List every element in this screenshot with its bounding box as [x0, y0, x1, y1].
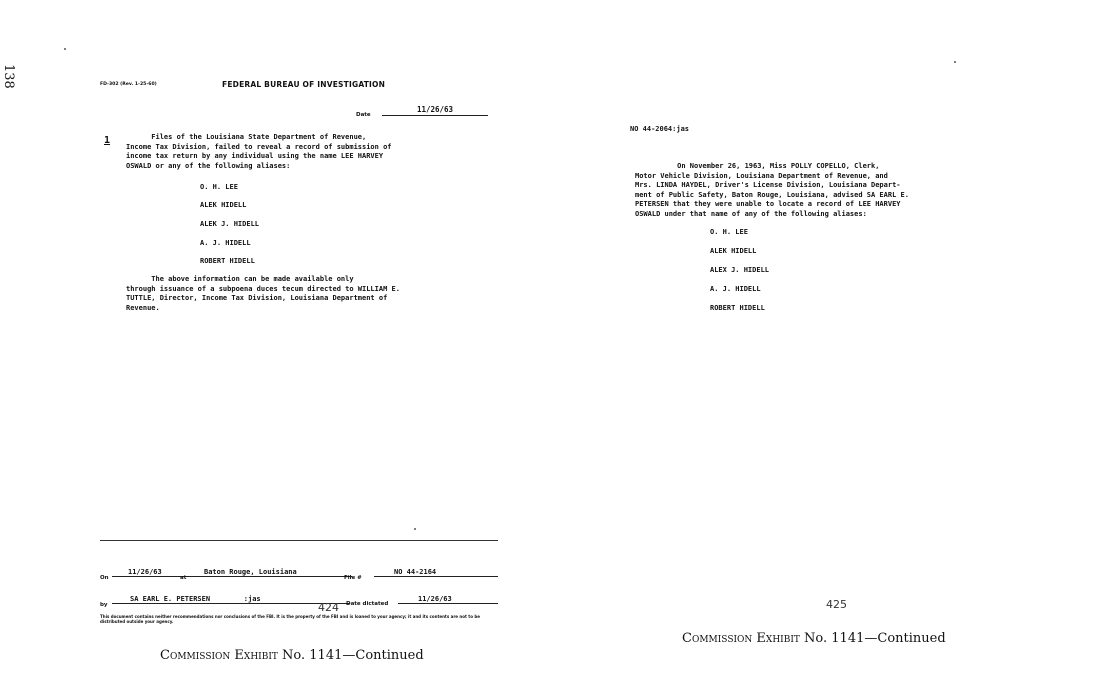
alias-item: ALEK J. HIDELL	[200, 220, 260, 228]
handwritten-page-number: 425	[826, 598, 847, 611]
footer-divider	[100, 540, 498, 541]
exhibit-caption-number: No. 1141—Continued	[282, 648, 424, 663]
date-dictated-value: 11/26/63	[398, 595, 498, 604]
exhibit-caption-number: No. 1141—Continued	[804, 631, 946, 646]
file-reference: NO 44-2064:jas	[630, 125, 690, 133]
on-label: On	[100, 575, 109, 581]
alias-item: ROBERT HIDELL	[710, 304, 765, 312]
agency-heading: FEDERAL BUREAU OF INVESTIGATION	[222, 80, 386, 89]
on-value: 11/26/63	[112, 568, 192, 577]
date-dictated-label: Date dictated	[346, 601, 389, 607]
handwritten-page-number: 424	[318, 601, 339, 614]
speck	[414, 528, 416, 530]
alias-item: ALEK HIDELL	[710, 247, 757, 255]
alias-item: ROBERT HIDELL	[200, 257, 255, 265]
speck	[64, 48, 66, 50]
fbi-disclaimer: This document contains neither recommendations nor conclusions of the FBI. It is the property of the FBI and is loaned to your agency; it and its contents are not to be distributed outside your agency.	[100, 614, 480, 624]
speck	[954, 61, 956, 63]
alias-item: ALEX J. HIDELL	[710, 266, 770, 274]
date-value: 11/26/63	[382, 105, 488, 116]
file-value: NO 44-2164	[374, 568, 498, 577]
file-label: File #	[344, 575, 362, 581]
paragraph-subpoena: The above information can be made available only through issuance of a subpoena duces tecum directed to WILLIAM E. TUTTLE, Director, Income Tax Division, Louisiana Department of Revenue.	[126, 275, 400, 312]
alias-item: O. H. LEE	[710, 228, 748, 236]
exhibit-caption	[682, 631, 946, 646]
alias-item: O. H. LEE	[200, 183, 238, 191]
date-label: Date	[356, 112, 371, 118]
alias-item: A. J. HIDELL	[710, 285, 761, 293]
margin-note: 1	[104, 135, 111, 146]
exhibit-caption	[160, 648, 424, 663]
at-label: at	[180, 575, 187, 581]
at-value: Baton Rouge, Louisiana	[190, 568, 352, 577]
exhibit-caption-prefix: Commission Exhibit	[160, 648, 278, 663]
exhibit-caption-prefix: Commission Exhibit	[682, 631, 800, 646]
paragraph-motor-vehicle: On November 26, 1963, Miss POLLY COPELLO, Clerk, Motor Vehicle Division, Louisiana Department of Revenue, and Mrs. LINDA HAYDEL, Driver's License Division, Louisiana Depart- ment of Public Safety, Baton Rouge, Louisiana, advised SA EARL E. PETERSEN that they were unable to locate a record of LEE HARVEY OSWALD under that name of any of the following aliases:	[635, 162, 909, 218]
agent-value: SA EARL E. PETERSEN :jas	[112, 595, 350, 604]
form-number: FD-302 (Rev. 1-25-60)	[100, 82, 157, 87]
by-label: by	[100, 602, 108, 608]
paragraph-tax-records: Files of the Louisiana State Department of Revenue, Income Tax Division, failed to reveal a record of submission of income tax return by any individual using the name LEE HARVEY OSWALD or any of the following aliases:	[126, 133, 392, 170]
alias-item: ALEK HIDELL	[200, 201, 247, 209]
alias-item: A. J. HIDELL	[200, 239, 251, 247]
page-number: 138	[1, 64, 16, 89]
